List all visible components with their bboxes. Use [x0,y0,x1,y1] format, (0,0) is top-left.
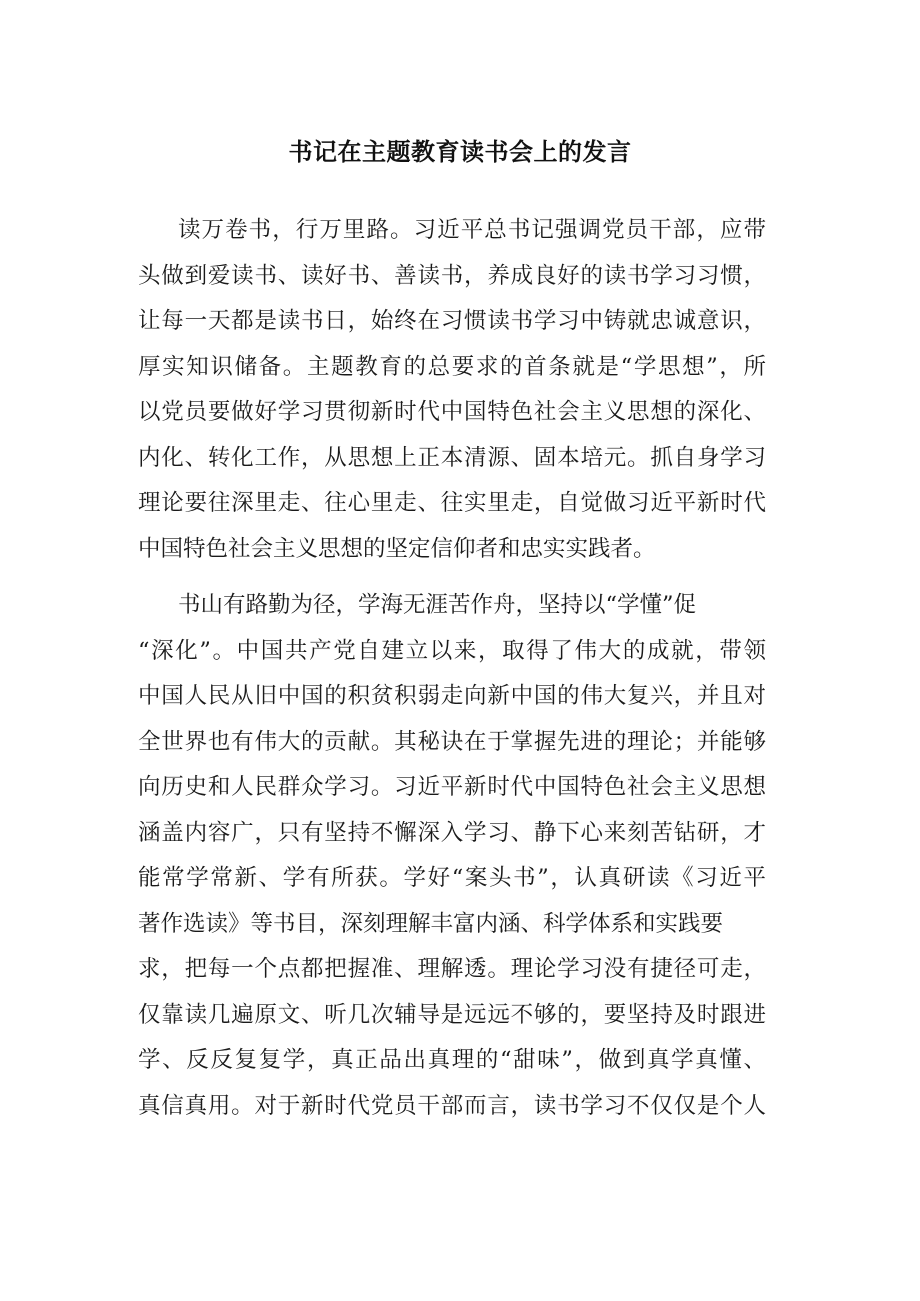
text-line: 内化、转化工作，从思想上正本清源、固本培元。抓自身学习 [138,444,766,471]
text-line: 读万卷书，行万里路。习近平总书记强调党员干部，应带 [178,217,766,243]
text-line: 向历史和人民群众学习。习近平新时代中国特色社会主义思想 [138,774,766,800]
text-line: 真信真用。对于新时代党员干部而言，读书学习不仅仅是个人 [138,1092,766,1119]
text-line: 全世界也有伟大的贡献。其秘诀在于掌握先进的理论；并能够 [138,728,766,755]
text-line: 中国人民从旧中国的积贫积弱走向新中国的伟大复兴，并且对 [138,683,766,709]
text-line: 理论要往深里走、往心里走、往实里走，自觉做习近平新时代 [138,490,766,516]
document-body [138,208,766,1129]
text-line: 中国特色社会主义思想的坚定信仰者和忠实实践者。 [138,535,656,562]
text-line: 厚实知识储备。主题教育的总要求的首条就是“学思想”，所 [138,353,766,380]
text-line: 能常学常新、学有所获。学好“案头书”，认真研读《习近平 [138,865,766,891]
text-line: 头做到爱读书、读好书、善读书，养成良好的读书学习习惯， [138,262,766,289]
paragraph-1 [138,208,766,572]
text-line: 著作选读》等书目，深刻理解丰富内涵、科学体系和实践要 [138,910,724,937]
text-line: 让每一天都是读书日，始终在习惯读书学习中铸就忠诚意识， [138,308,766,334]
paragraph-2 [138,583,766,1129]
text-line: 学、反反复复学，真正品出真理的“甜味”，做到真学真懂、 [138,1047,766,1073]
text-line: 仅靠读几遍原文、听几次辅导是远远不够的，要坚持及时跟进 [138,1001,766,1028]
text-line: 求，把每一个点都把握准、理解透。理论学习没有捷径可走， [138,956,766,982]
text-line: 以党员要做好学习贯彻新时代中国特色社会主义思想的深化、 [138,399,766,425]
text-line: 涵盖内容广，只有坚持不懈深入学习、静下心来刻苦钻研，才 [138,819,766,846]
text-line: 书山有路勤为径，学海无涯苦作舟，坚持以“学懂”促 [178,592,697,618]
text-line: “深化”。中国共产党自建立以来，取得了伟大的成就，带领 [138,637,766,664]
paragraph-gap [138,572,766,583]
document-title: 书记在主题教育读书会上的发言 [288,138,632,166]
